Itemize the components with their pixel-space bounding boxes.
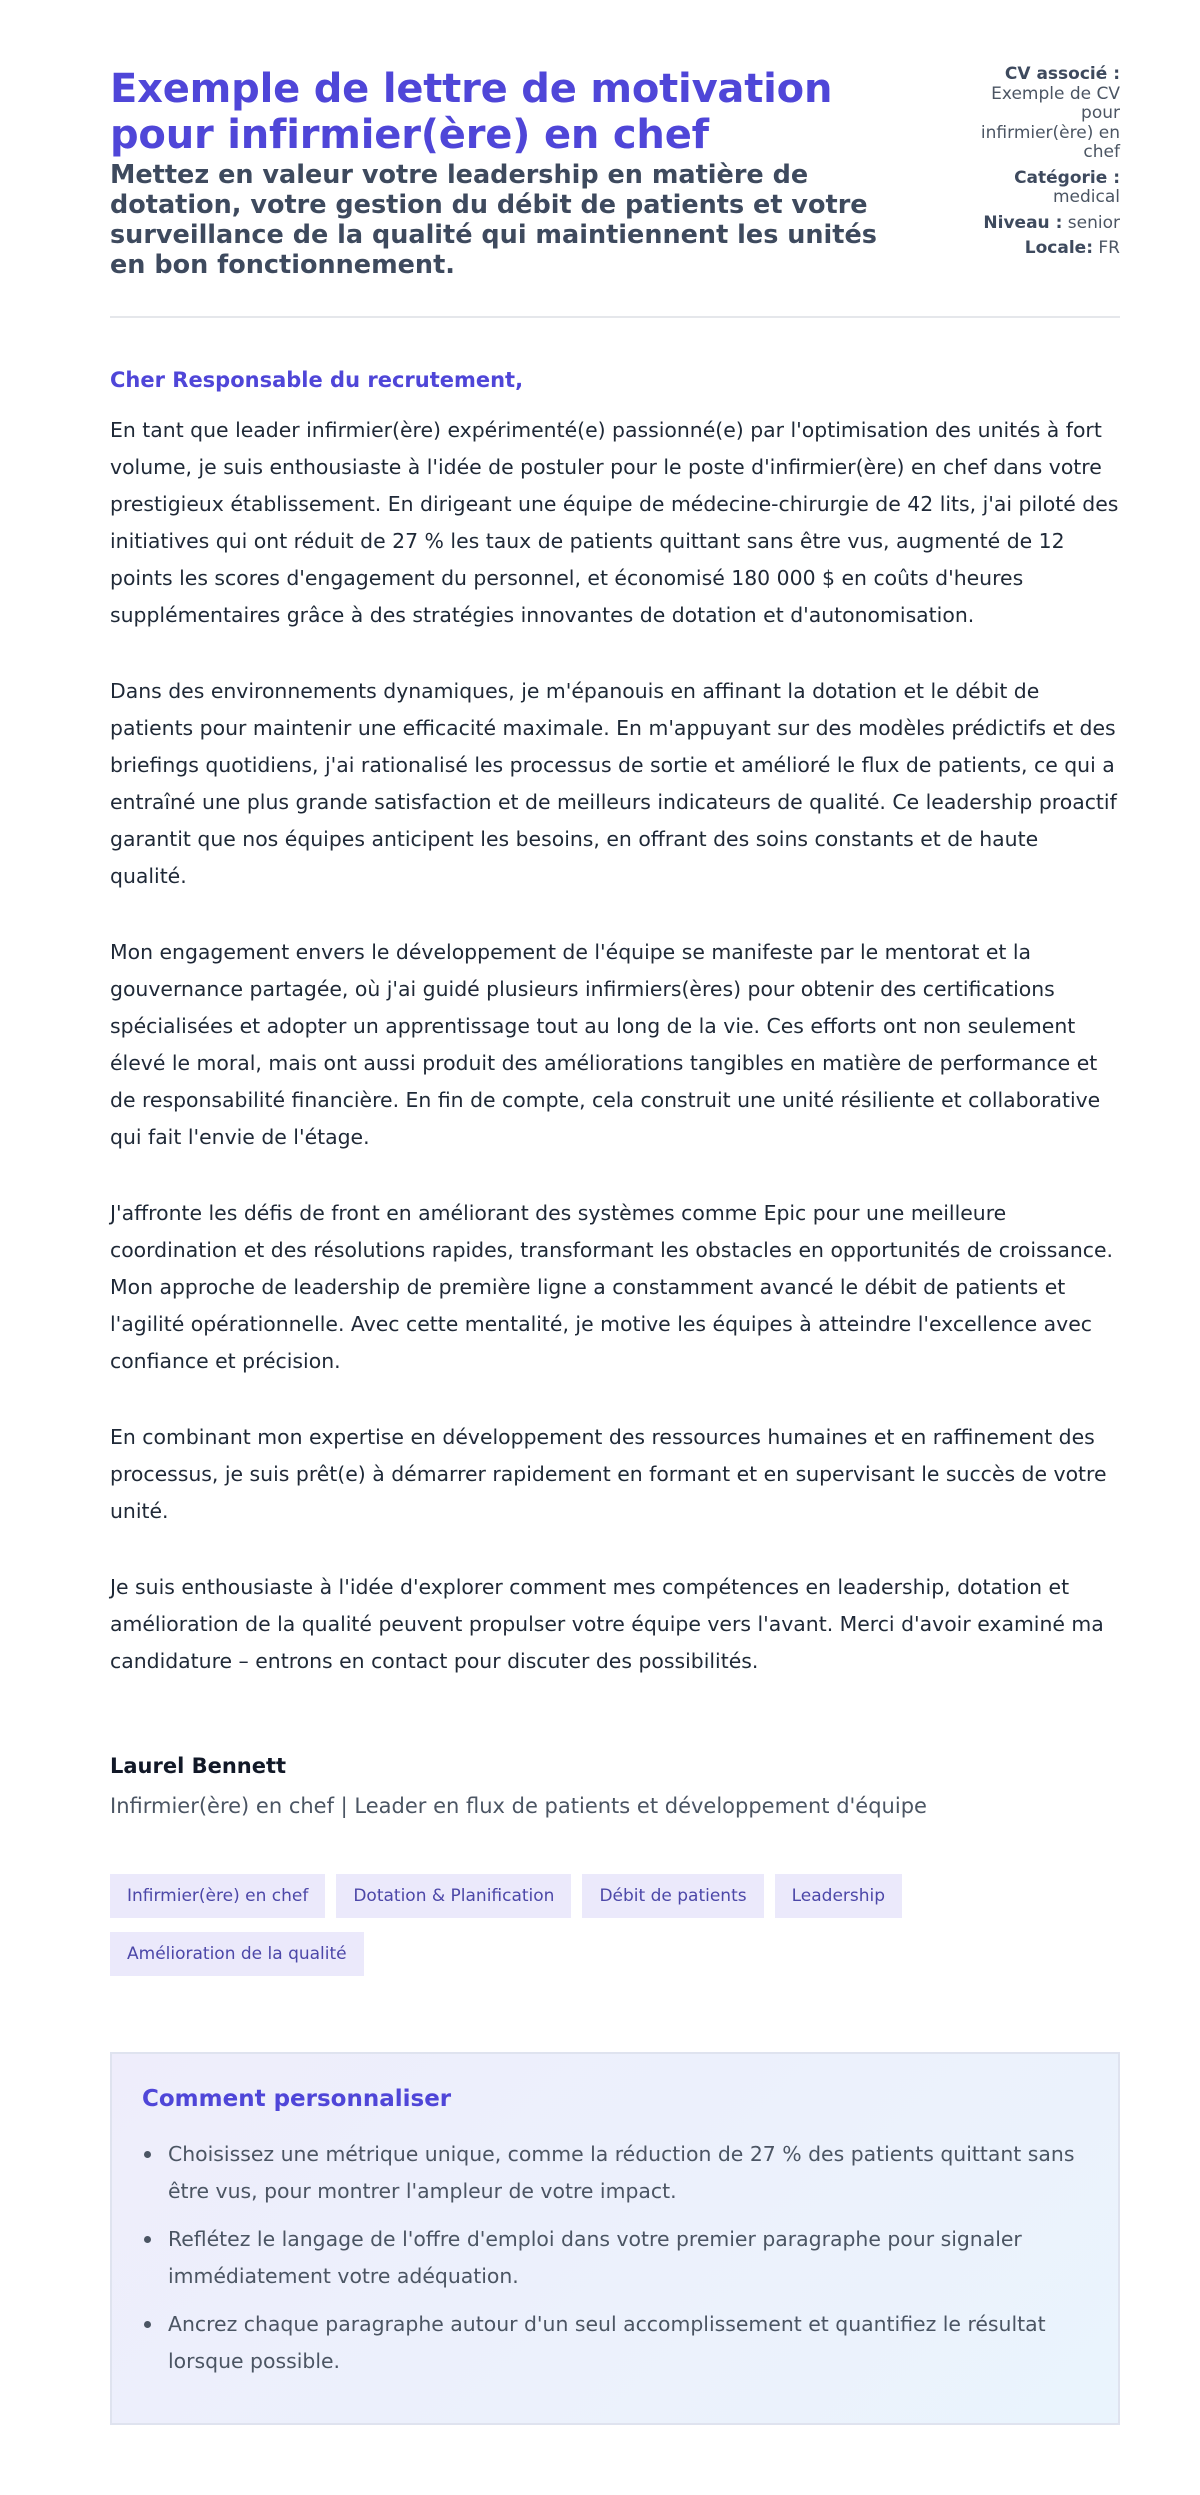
meta-category-value: medical [1052,187,1120,207]
letter-paragraph: En combinant mon expertise en développement des ressources humaines et en raffinement des processus, je suis prêt(e) à démarrer rapidement en formant et en supervisant le succès de votre unité. [110,1425,1107,1523]
meta-category-label: Catégorie : [1014,167,1120,188]
meta-panel [970,65,1120,265]
meta-level-label: Niveau : [983,212,1063,233]
meta-level [970,214,1120,234]
bullet-icon [144,2151,151,2158]
tip-text: Reflétez le langage de l'offre d'emploi dans votre premier paragraphe pour signaler immédiatement votre adéquation. [168,2227,1022,2288]
tag-chip[interactable]: Leadership [775,1874,902,1918]
tip-text: Choisissez une métrique unique, comme la réduction de 27 % des patients quittant sans être vus, pour montrer l'ampleur de votre impact. [168,2142,1075,2203]
meta-cv-value: Exemple de CV pour infirmier(ère) en chef [980,83,1120,162]
letter-paragraph: Je suis enthousiaste à l'idée d'explorer comment mes compétences en leadership, dotation et amélioration de la qualité peuvent propulser votre équipe vers l'avant. Merci d'avoir examiné ma candidature – entrons en contact pour discuter des possibilités. [110,1575,1104,1673]
meta-locale-label: Locale: [1024,238,1093,258]
letter-paragraph: En tant que leader infirmier(ère) expérimenté(e) passionné(e) par l'optimisation des unités à fort volume, je suis enthousiaste à l'idée de postuler pour le poste d'infirmier(ère) en chef dans votre prestigieux établissement. En dirigeant une équipe de médecine-chirurgie de 42 lits, j'ai piloté des initiatives qui ont réduit de 27 % les taux de patients quittant sans être vus, augmenté de 12 points les scores d'engagement du personnel, et économisé 180 000 $ en coûts d'heures supplémentaires grâce à des stratégies innovantes de dotation et d'autonomisation. [110,418,1119,627]
cover-letter-page [110,0,1120,2425]
customization-tips-callout [110,2052,1120,2425]
meta-level-value: senior [1067,212,1120,233]
salutation: Cher Responsable du recrutement, [110,368,524,392]
meta-locale [970,239,1120,259]
letter-paragraph: J'affronte les défis de front en améliorant des systèmes comme Epic pour une meilleure coordination et des résolutions rapides, transformant les obstacles en opportunités de croissance. Mon approche de leadership de première ligne a constamment avancé le débit de patients et l'agilité opérationnelle. Avec cette mentalité, je motive les équipes à atteindre l'excellence avec confiance et précision. [110,1201,1113,1373]
meta-associated-cv [970,65,1120,163]
letter-paragraph: Dans des environnements dynamiques, je m'épanouis en affinant la dotation et le débit de patients pour maintenir une efficacité maximale. En m'appuyant sur des modèles prédictifs et des briefings quotidiens, j'ai rationalisé les processus de sortie et amélioré le flux de patients, ce qui a entraîné une plus grande satisfaction et de meilleurs indicateurs de qualité. Ce leadership proactif garantit que nos équipes anticipent les besoins, en offrant des soins constants et de haute qualité. [110,679,1117,888]
letter-paragraph: Mon engagement envers le développement de l'équipe se manifeste par le mentorat et la gouvernance partagée, où j'ai guidé plusieurs infirmiers(ères) pour obtenir des certifications spécialisées et adopter un apprentissage tout au long de la vie. Ces efforts ont non seulement élevé le moral, mais ont aussi produit des améliorations tangibles en matière de performance et de responsabilité financière. En fin de compte, cela construit une unité résiliente et collaborative qui fait l'envie de l'étage. [110,940,1101,1149]
tag-chip[interactable]: Dotation & Planification [336,1874,571,1918]
page-title: Exemple de lettre de motivation pour infirmier(ère) en chef [110,66,833,158]
signature-name: Laurel Bennett [110,1754,287,1778]
page-subtitle: Mettez en valeur votre leadership en matière de dotation, votre gestion du débit de patients et votre surveillance de la qualité qui maintiennent les unités en bon fonctionnement. [110,160,877,280]
letter-body [110,412,1120,1680]
meta-locale-value: FR [1098,238,1120,258]
tips-list [142,2136,1088,2380]
signature-title: Infirmier(ère) en chef | Leader en flux de patients et développement d'équipe [110,1794,927,1818]
bullet-icon [144,2321,151,2328]
bullet-icon [144,2236,151,2243]
tag-chip[interactable]: Infirmier(ère) en chef [110,1874,325,1918]
meta-cv-label: CV associé : [1004,64,1120,84]
tip-item [168,2306,1088,2380]
signature-block [110,1752,1120,1820]
tip-text: Ancrez chaque paragraphe autour d'un seul accomplissement et quantifiez le résultat lorsque possible. [168,2312,1046,2373]
header-divider [110,316,1120,318]
tag-list [110,1874,960,1976]
tag-chip[interactable]: Amélioration de la qualité [110,1932,364,1976]
page-header [110,66,1120,280]
tip-item [168,2136,1088,2210]
header-main [110,66,920,280]
tag-chip[interactable]: Débit de patients [582,1874,763,1918]
callout-title: Comment personnaliser [142,2086,452,2112]
tip-item [168,2221,1088,2295]
meta-category [970,169,1120,208]
